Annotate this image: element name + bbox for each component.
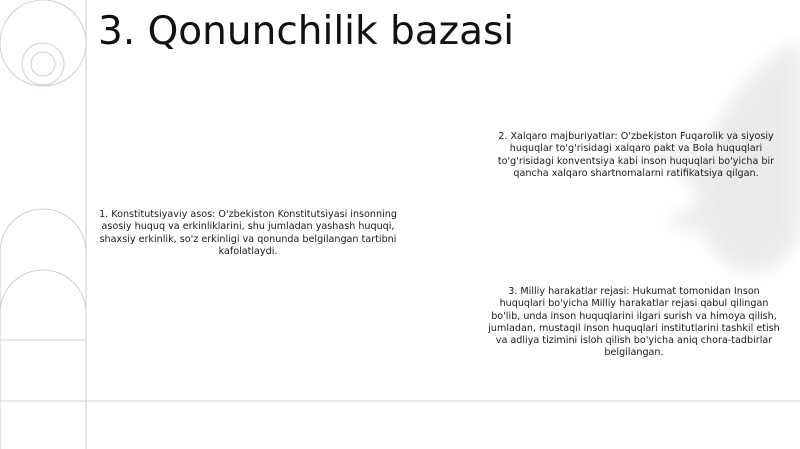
text-block-constitutional-basis: 1. Konstitutsiyaviy asos: O'zbekiston Konstitutsiyasi insonning asosiy huquq va erkinliklarini, shu jumladan yashash huquqi, shaxsiy erkinlik, so'z erkinligi va qonunda belgilangan tartibni kafolatlaydi. <box>99 209 397 257</box>
slide-title: 3. Qonunchilik bazasi <box>98 9 515 54</box>
text-block-national-action-plan: 3. Milliy harakatlar rejasi: Hukumat tomonidan Inson huquqlari bo'yicha Milliy harakatlar rejasi qabul qilingan bo'lib, unda inson huquqlarini ilgari surish va himoya qilish, jumladan, mustaqil inson huquqlari institutlarini tashkil etish va adliya tizimini isloh qilish bo'yicha aniq chora-tadbirlar belgilangan. <box>488 286 780 359</box>
text-block-international-obligations: 2. Xalqaro majburiyatlar: O'zbekiston Fuqarolik va siyosiy huquqlar to'g'risidagi xalqaro pakt va Bola huquqlari to'g'risidagi konventsiya kabi inson huquqlari bo'yicha bir qancha xalqaro shartnomalarni ratifikatsiya qilgan. <box>497 131 775 179</box>
